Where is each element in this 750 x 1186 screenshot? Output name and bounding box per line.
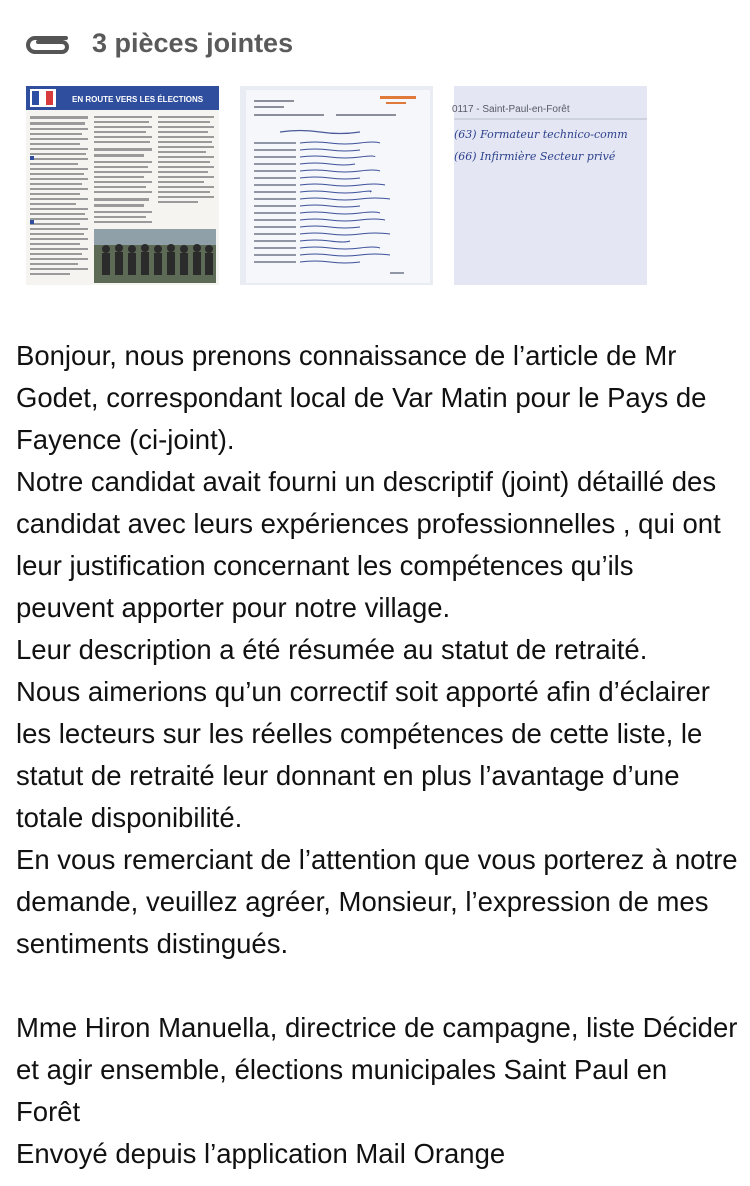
attachment-thumbnails: [26, 86, 668, 285]
message-paragraph: Nous aimerions qu’un correctif soit apporté afin d’éclairer les lecteurs sur les réelles compétences de cette liste, le statut de retraité leur donnant en plus l’avantage d’une totale disponibilité.: [16, 676, 710, 833]
note-line-1: (63) Formateur technico-comm: [454, 128, 628, 141]
message-signature: Mme Hiron Manuella, directrice de campagne, liste Décider et agir ensemble, élections municipales Saint Paul en Forêt: [16, 1012, 738, 1127]
newspaper-banner-text: EN ROUTE VERS LES ÉLECTIONS: [72, 95, 204, 104]
paperclip-icon: [22, 26, 74, 60]
message-body: [16, 335, 738, 1169]
message-paragraph: En vous remerciant de l’attention que vous porterez à notre demande, veuillez agréer, Monsieur, l’expression de mes sentiments distingués.: [16, 844, 738, 959]
note-heading: 0117 - Saint-Paul-en-Forêt: [452, 104, 570, 115]
attachments-header: [22, 26, 293, 60]
attachment-handwritten-thumb[interactable]: [454, 86, 647, 285]
attachments-count: 3 pièces jointes: [92, 27, 294, 58]
message-footer: Envoyé depuis l’application Mail Orange: [16, 1138, 506, 1169]
message-paragraph: Bonjour, nous prenons connaissance de l’article de Mr Godet, correspondant local de Var Matin pour le Pays de Fayence (ci-joint).: [16, 340, 707, 455]
attachment-document-thumb[interactable]: [240, 86, 433, 285]
note-line-2: (66) Infirmière Secteur privé: [454, 150, 616, 163]
message-paragraph: Notre candidat avait fourni un descriptif (joint) détaillé des candidat avec leurs expériences professionnelles , qui ont leur justification concernant les compétences qu’ils peuvent apporter pour notre village.: [16, 466, 721, 623]
message-paragraph: Leur description a été résumée au statut de retraité.: [16, 634, 648, 665]
attachment-newspaper-thumb[interactable]: [26, 86, 219, 285]
